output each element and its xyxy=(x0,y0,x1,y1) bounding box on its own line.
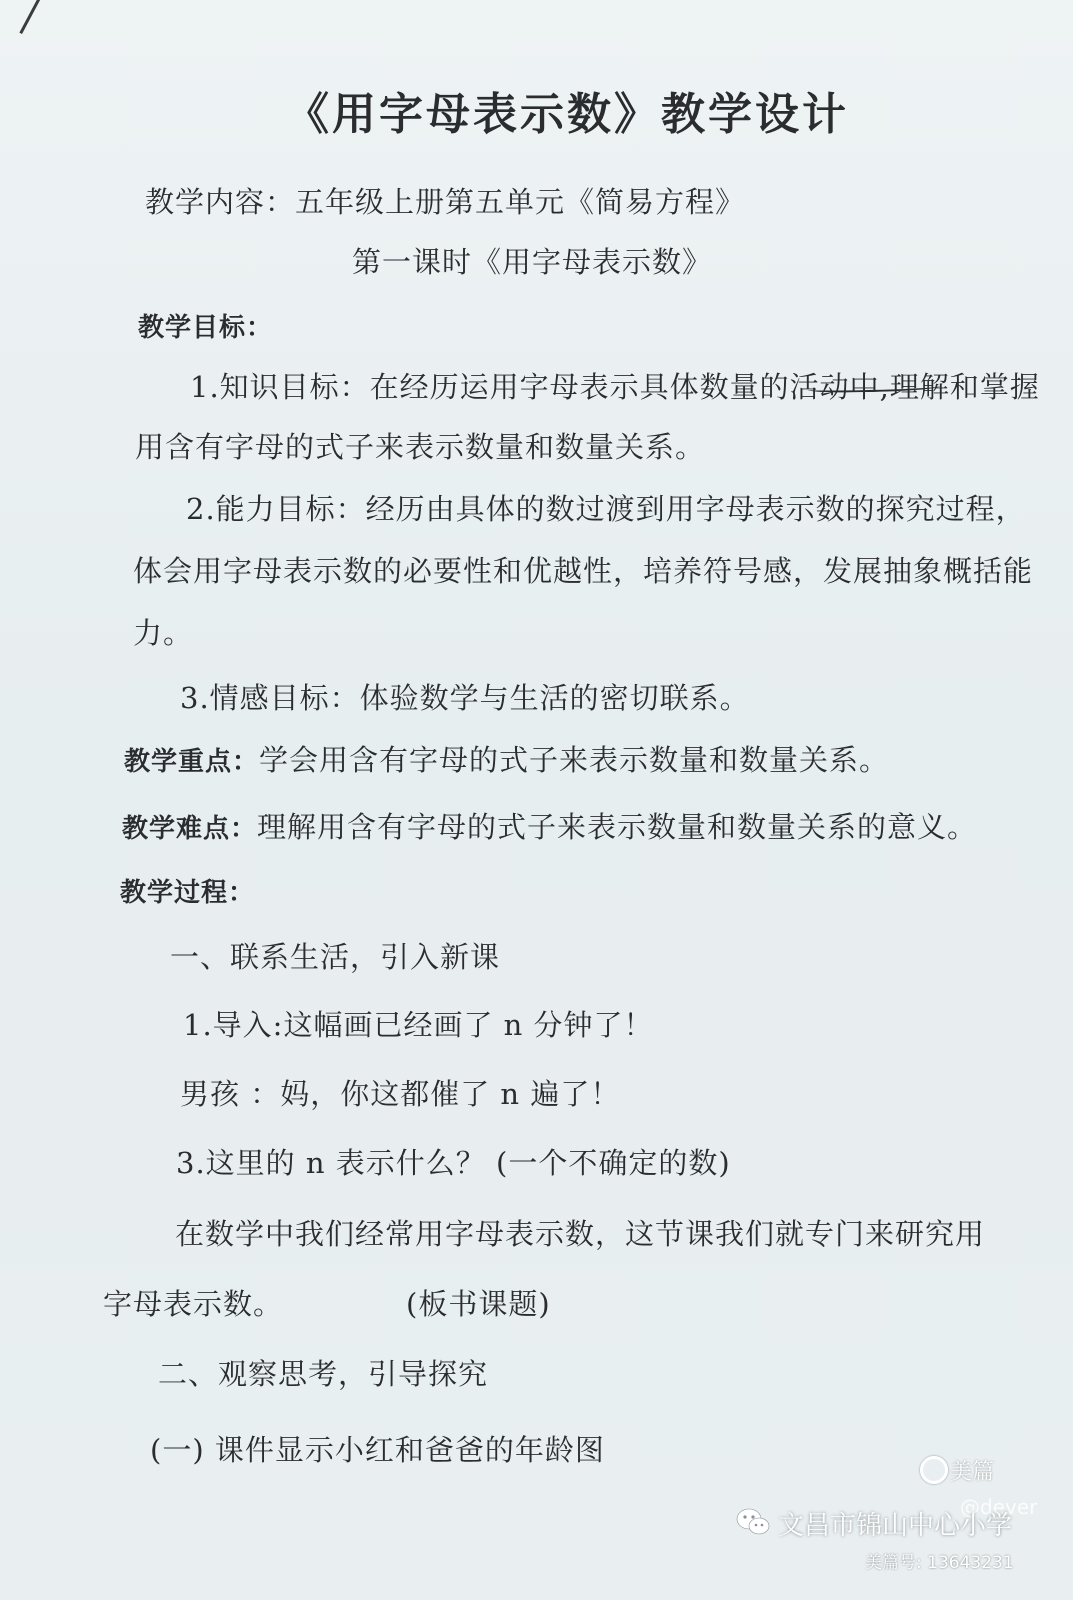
paragraph-line-a: 在数学中我们经常用字母表示数，这节课我们就专门来研究用 xyxy=(175,1217,986,1251)
wechat-icon xyxy=(735,1507,771,1537)
goal2-line-c: 力。 xyxy=(133,616,194,650)
section1-heading: 一、联系生活，引入新课 xyxy=(170,940,501,974)
content-line: 教学内容：五年级上册第五单元《简易方程》 xyxy=(145,185,746,219)
meipian-id-watermark: 美篇号: 13643231 xyxy=(865,1553,1014,1573)
question-line: 3.这里的 n 表示什么？ (一个不确定的数) xyxy=(176,1146,731,1180)
key-point-line xyxy=(124,738,889,779)
key-point-text: 学会用含有字母的式子来表示数量和数量关系。 xyxy=(259,743,890,777)
board-note: (板书课题) xyxy=(406,1287,551,1321)
school-watermark: 文昌市锦山中心小学 xyxy=(778,1511,1013,1541)
goal1-line-a: 1.知识目标：在经历运用字母表示具体数量的活动中,理解和掌握 xyxy=(190,370,1040,404)
intro-line: 1.导入:这幅画已经画了 n 分钟了！ xyxy=(183,1008,654,1042)
goal3-line: 3.情感目标：体验数学与生活的密切联系。 xyxy=(180,681,750,715)
document-title: 《用字母表示数》教学设计 xyxy=(285,89,849,140)
key-point-label: 教学重点： xyxy=(124,747,260,777)
difficulty-line xyxy=(122,805,977,846)
goals-heading: 教学目标： xyxy=(138,313,274,343)
section2-heading: 二、观察思考，引导探究 xyxy=(158,1357,489,1391)
meipian-brand: 美篇 xyxy=(950,1460,995,1485)
difficulty-text: 理解用含有字母的式子来表示数量和数量关系的意义。 xyxy=(257,810,978,844)
pen-mark xyxy=(19,0,43,34)
subsection1-line: (一) 课件显示小红和爸爸的年龄图 xyxy=(150,1433,605,1467)
goal2-line-a: 2.能力目标：经历由具体的数过渡到用字母表示数的探究过程， xyxy=(186,492,1026,526)
paragraph-line-b: 字母表示数。 xyxy=(103,1287,284,1321)
boy-dialogue-line: 男孩 ：妈，你这都催了 n 遍了！ xyxy=(180,1077,621,1111)
difficulty-label: 教学难点： xyxy=(122,814,258,844)
goal2-line-b: 体会用字母表示数的必要性和优越性，培养符号感，发展抽象概括能 xyxy=(133,554,1034,588)
process-heading: 教学过程： xyxy=(120,878,256,908)
lesson-line: 第一课时《用字母表示数》 xyxy=(352,245,713,279)
goal1-line-b: 用含有字母的式子来表示数量和数量关系。 xyxy=(135,430,706,464)
ghost-watermark: @dever xyxy=(960,1495,1038,1519)
meipian-logo-icon xyxy=(920,1456,948,1484)
